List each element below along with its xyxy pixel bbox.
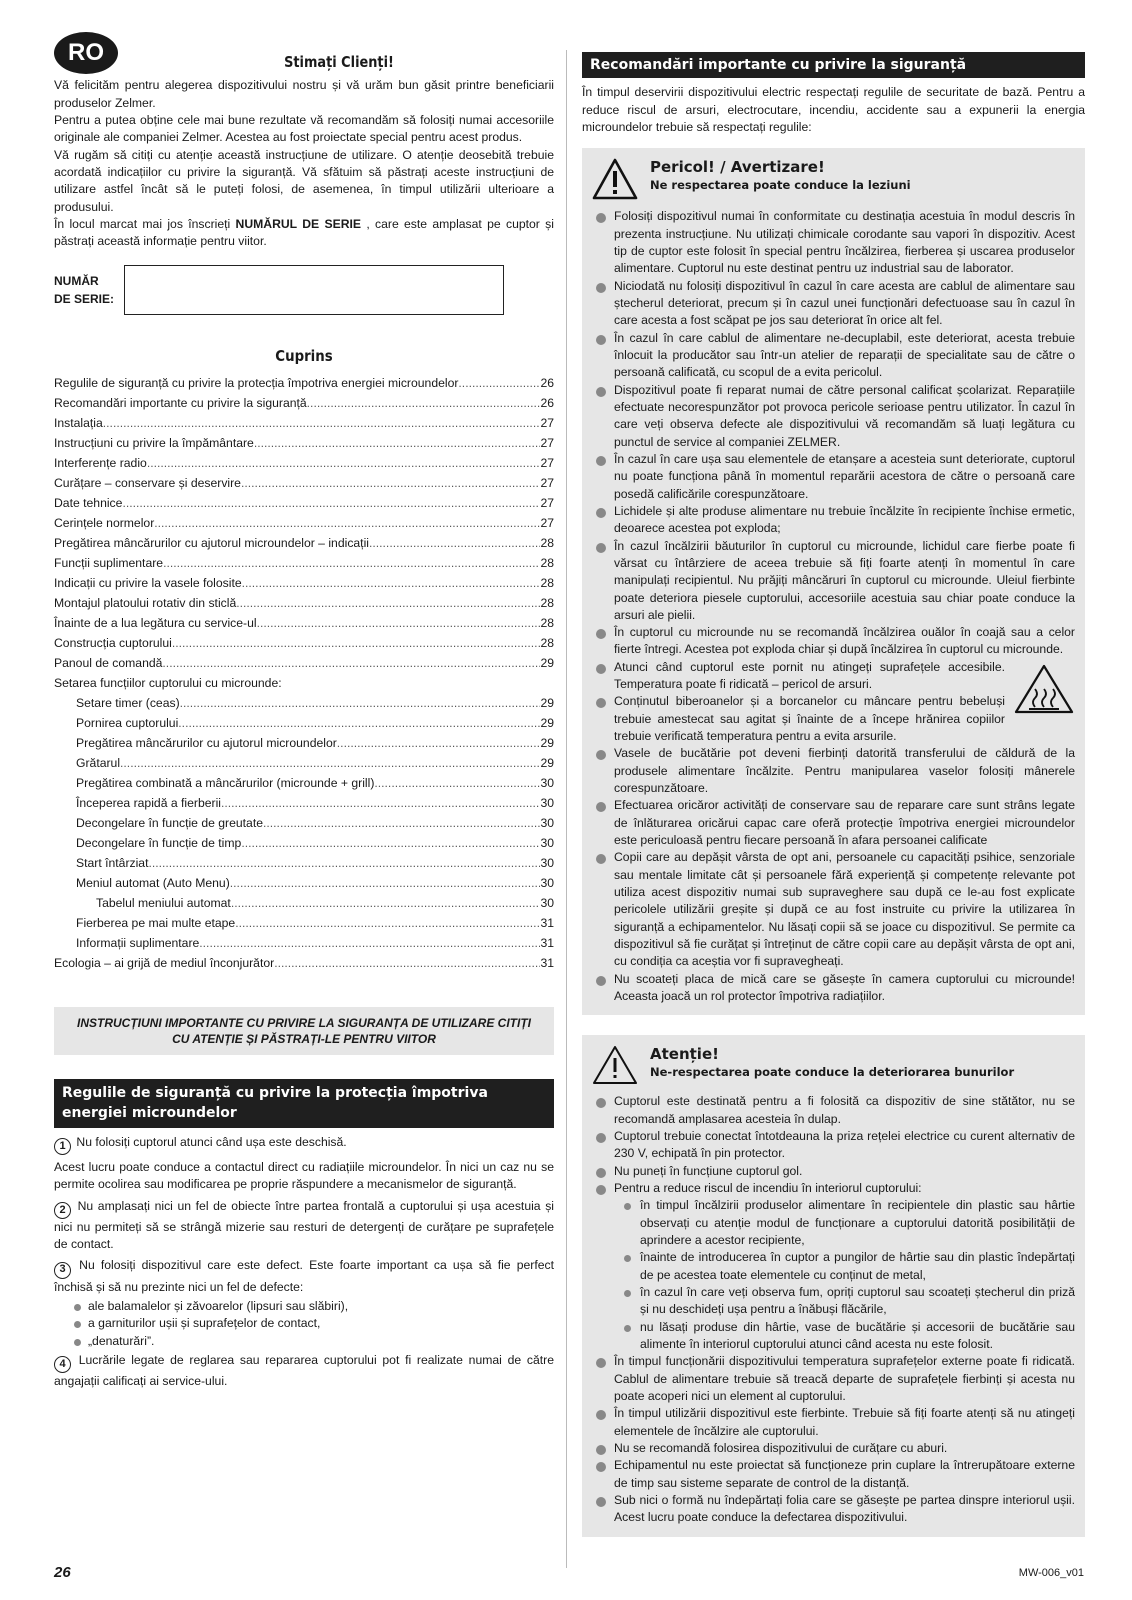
rule-number: 3 (54, 1262, 71, 1279)
list-item: Sub nici o formă nu îndepărtați folia care se găsește pe partea dinspre interiorul ușii. Acest lucru poate conduce la defectarea dispozitivului. (592, 1492, 1075, 1527)
toc-entry-title: Instalația (54, 415, 103, 430)
rule-number: 1 (54, 1138, 71, 1155)
list-item: Efectuarea oricăror activități de conservare sau de reparare care sunt strâns legate de înlăturarea oricărui capac care oferă protecție împotriva energiei microundelor este periculoasă pentru fiecare persoană în afara persoanei calificate (592, 797, 1075, 849)
caution-panel-header (592, 1045, 1075, 1093)
list-item: Nu scoateți placa de mică care se găsește în camera cuptorului cu microunde! Aceasta joacă un rol protector împotriva radiațiilor. (592, 971, 1075, 1006)
toc-leader-dots (163, 555, 540, 572)
list-item-text: Pentru a reduce riscul de incendiu în interiorul cuptorului: (614, 1181, 922, 1196)
sublist-item: în timpul încălzirii produselor alimentare în recipientele din plastic sau hârtie observați cu atenție modul de funcționare a cuptorului datorită posibilității de aprindere a acestor recipiente, (618, 1197, 1075, 1249)
rule-number: 2 (54, 1202, 71, 1219)
toc-entry-page: 29 (540, 755, 554, 770)
list-item: Nu puneți în funcțiune cuptorul gol. (592, 1163, 1075, 1180)
list-item: Dispozitivul poate fi reparat numai de către personal calificat școlarizat. Reparațiile efectuate necorespunzător pot provoca pericole serioase pentru utilizator. În cazul în care veți observa defecte ale dispozitivului vă recomandăm să luați legătura cu punctul de service al companiei ZELMER. (592, 382, 1075, 451)
toc-entry[interactable] (54, 635, 554, 655)
toc-leader-dots (178, 715, 540, 732)
toc-entry-page: 31 (540, 915, 554, 930)
toc-entry[interactable] (54, 855, 554, 875)
microwave-rules-title: Regulile de siguranță cu privire la protecția împotriva energiei microundelor (62, 1084, 488, 1122)
toc-entry[interactable] (54, 475, 554, 495)
toc-leader-dots (235, 915, 540, 932)
rule-number: 4 (54, 1356, 71, 1373)
sublist-item: înainte de introducerea în cuptor a pungilor de hârtie sau din plastic îndepărtați de pe acestea toate elementele cu conținut de metal, (618, 1249, 1075, 1284)
list-item: a garniturilor ușii și suprafețelor de contact, (72, 1315, 554, 1332)
toc-entry-page: 26 (540, 375, 554, 390)
toc-entry[interactable] (54, 835, 554, 855)
toc-entry-page: 31 (540, 955, 554, 970)
list-item: În cazul în care ușa sau elementele de etanșare a acesteia sunt deteriorate, cuptorul nu poate funcționa până în momentul reparării acestora de către o persoană care posedă calificările corespunzătoare. (592, 451, 1075, 503)
list-item: În cazul încălzirii băuturilor în cuptorul cu microunde, lichidul care fierbe poate fi vărsat cu întârziere de aceea trebuie să fiți foarte atenți în momentul în care manipulați recipientul. Nu prăjiți mâncăruri în cuptorul cu microunde. Uleiul fierbinte poate deteriora piesele cuptorului, accesoriile acestuia sau chiar poate conduce la arsuri ale pielii. (592, 538, 1075, 625)
greeting-title: Stimați Clienți! (284, 53, 394, 71)
page-number: 26 (54, 1564, 71, 1581)
toc-entry-page: 27 (540, 435, 554, 450)
list-item: Cuptorul este destinată pentru a fi folosită ca dispozitiv de sine stătător, nu se recomandă amplasarea acesteia în dulap. (592, 1093, 1075, 1128)
serial-label-line2: DE SERIE: (54, 291, 115, 306)
toc-entry-title: Ecologia – ai grijă de mediul înconjurător (54, 955, 275, 970)
toc-leader-dots (374, 775, 540, 792)
caution-title: Atenție! (650, 1045, 719, 1064)
left-column (54, 30, 554, 1391)
rule-1 (54, 1134, 554, 1155)
toc-entry[interactable] (54, 395, 554, 415)
toc-entry-page: 29 (540, 655, 554, 670)
toc-entry[interactable] (54, 675, 554, 695)
toc-leader-dots (337, 735, 541, 752)
toc-leader-dots (274, 955, 540, 972)
toc-entry[interactable] (54, 655, 554, 675)
rule-2 (54, 1198, 554, 1254)
toc-entry-title: Panoul de comandă (54, 655, 163, 670)
toc-entry[interactable] (54, 875, 554, 895)
danger-panel-header (592, 158, 1075, 208)
toc-leader-dots (241, 835, 540, 852)
toc-entry-page: 30 (540, 855, 554, 870)
toc-leader-dots (147, 455, 541, 472)
toc-entry-title: Montajul platoului rotativ din sticlă (54, 595, 237, 610)
toc-entry-title: Începerea rapidă a fierberii (76, 795, 221, 810)
toc-entry-page: 29 (540, 695, 554, 710)
sublist-item: în cazul în care veți observa fum, opriți cuptorul sau scoateți ștecherul din priză și nu deschideți ușa pentru a înăbuși flăcările, (618, 1284, 1075, 1319)
toc-entry[interactable] (54, 435, 554, 455)
toc-entry-title: Decongelare în funcție de timp (76, 835, 242, 850)
list-item: În timpul funcționării dispozitivului temperatura suprafețelor externe poate fi ridicată. Cablul de alimentare trebuie să treacă departe de suprafețele fierbinți și acesta nu poate acoperi nici un element al cuptorului. (592, 1353, 1075, 1405)
list-item: Nu se recomandă folosirea dispozitivului de curățare cu aburi. (592, 1440, 1075, 1457)
toc-entry-title: Grătarul (76, 755, 121, 770)
toc-leader-dots (154, 515, 540, 532)
toc-entry-title: Setarea funcțiilor cuptorului cu microunde: (54, 675, 282, 690)
list-item: Copii care au depășit vârsta de opt ani, persoanele cu capacități psihice, senzoriale sau mentale limitate cât și persoanele fără experiență și competențe relevante pot utiliza acest dispozitiv numai sub supraveghere sau după ce le-au fost explicate pericolele utilizării greșite și după ce au fost instruite cu privire la utilizarea în siguranță a echipamentelor. Nu lăsați copii să se joace cu dispozitivul. Se permite ca dispozitivul să fie curățat și întreținut de către copii care au depășit vârsta de opt ani, cu condiția ca aceștia vor fi supravegheați. (592, 849, 1075, 970)
rule-3 (54, 1257, 554, 1296)
toc-leader-dots (236, 595, 540, 612)
toc-entry-page: 29 (540, 735, 554, 750)
microwave-rules (54, 1134, 554, 1391)
column-divider (566, 50, 567, 1568)
microwave-rules-heading (54, 1079, 554, 1128)
fire-risk-sublist (618, 1197, 1075, 1353)
document-code: MW-006_v01 (1018, 1567, 1084, 1579)
toc-entry-title: Funcții suplimentare (54, 555, 164, 570)
greeting-paragraph: Vă rugăm să citiți cu atenție această instrucțiune de utilizare. O atenție deosebită trebuie acordată indicațiilor cu privire la siguranță. Vă sfătuim să păstrați aceste instrucțiuni de utilizare astfel încât să le puteți folosi, de asemenea, în timpul utilizării ulterioare a produsului. (54, 147, 554, 214)
toc-entry-title: Fierberea pe mai multe etape (76, 915, 236, 930)
toc-entry[interactable] (54, 895, 554, 915)
list-item: Lichidele și alte produse alimentare nu trebuie încălzite în recipiente închise ermetic, deoarece acestea pot exploda; (592, 503, 1075, 538)
greeting-paragraph: Vă felicităm pentru alegerea dispozitivului nostru și vă urăm bun găsit printre beneficiarii produselor Zelmer. (54, 78, 554, 110)
toc-entry-page: 30 (540, 835, 554, 850)
toc-entry-page: 27 (540, 415, 554, 430)
caution-subtitle: Ne-respectarea poate conduce la deteriorarea bunurilor (650, 1064, 1015, 1079)
toc-entry-page: 27 (540, 495, 554, 510)
list-item (592, 659, 1075, 694)
rule-3-text: Nu folosiți dispozitivul care este defect. Este foarte important ca ușa să fie perfect închisă și să nu prezinte nici un fel de defecte: (54, 1258, 554, 1294)
toc-entry-title: Decongelare în funcție de greutate (76, 815, 264, 830)
safety-intro: În timpul deservirii dispozitivului electric respectați regulile de securitate de bază. Pentru a reduce riscul de arsuri, electrocutare, incendiu, accidente sau a expunerii la energia microundelor trebuie să respectați regulile: (582, 85, 1085, 134)
toc-entry-page: 28 (540, 535, 554, 550)
list-item: Conținutul biberoanelor și a borcanelor cu mâncare pentru bebeluși trebuie amestecat sau agitat și înainte de a începe hrănirea copiilor trebuie verificată temperatura pentru a evita arsurile. (592, 693, 1075, 745)
serial-instruction-pre: În locul marcat mai jos înscrieți (54, 216, 236, 231)
toc-entry[interactable] (54, 495, 554, 515)
serial-input-box[interactable] (124, 265, 504, 315)
toc-entry-title: Interferențe radio (54, 455, 147, 470)
toc-entry-page: 30 (540, 795, 554, 810)
toc-leader-dots (172, 635, 541, 652)
toc-entry-page: 28 (540, 635, 554, 650)
serial-instruction-bold: NUMĂRUL DE SERIE (235, 216, 362, 231)
toc-entry[interactable] (54, 415, 554, 435)
important-instructions-banner (54, 1007, 554, 1055)
toc-entry-title: Regulile de siguranță cu privire la protecția împotriva energiei microundelor (54, 375, 459, 390)
sublist-item: nu lăsați produse din hârtie, vase de bucătărie și accesorii de bucătărie sau alimente în interiorul cuptorului atunci când acesta nu este folosit. (618, 1319, 1075, 1354)
list-item: În cazul în care cablul de alimentare ne-decuplabil, este deteriorat, acesta trebuie înlocuit la producător sau într-un atelier de reparații de specialitate sau de către o persoană calificată, cu scopul de a evita pericolul. (592, 330, 1075, 382)
toc-entry[interactable] (54, 775, 554, 795)
rule-2-text: Nu amplasați nici un fel de obiecte între partea frontală a cuptorului și ușa acestuia și nici nu permiteți să se strângă mizerie sau resturi de detergenți de curățare pe suprafețele de contact. (54, 1198, 554, 1252)
toc-entry-title: Pregătirea combinată a mâncărurilor (microunde + grill) (76, 775, 375, 790)
toc-leader-dots (458, 375, 540, 392)
toc-leader-dots (231, 895, 541, 912)
toc-leader-dots (180, 695, 541, 712)
toc-entry[interactable] (54, 595, 554, 615)
toc-entry[interactable] (54, 795, 554, 815)
toc-entry[interactable] (54, 695, 554, 715)
serial-label (54, 272, 124, 308)
toc-leader-dots (369, 535, 540, 552)
caution-panel (582, 1035, 1085, 1536)
toc-entry-page: 27 (540, 455, 554, 470)
toc-entry-title: Date tehnice (54, 495, 123, 510)
toc-leader-dots (242, 575, 541, 592)
caution-triangle-icon (592, 1045, 638, 1085)
toc-entry-title: Recomandări importante cu privire la siguranță (54, 395, 307, 410)
toc-leader-dots (199, 935, 540, 952)
toc-entry-title: Start întârziat (76, 855, 149, 870)
safety-heading (582, 52, 1085, 78)
toc-entry-page: 31 (540, 935, 554, 950)
toc-entry-title: Tabelul meniului automat (96, 895, 231, 910)
toc-entry[interactable] (54, 575, 554, 595)
toc-entry-page: 29 (540, 715, 554, 730)
toc-entry-title: Pregătirea mâncărurilor cu ajutorul microundelor (76, 735, 337, 750)
toc-entry-title: Setare timer (ceas) (76, 695, 180, 710)
toc-entry[interactable] (54, 375, 554, 395)
greeting-text (54, 77, 554, 250)
toc-title: Cuprins (275, 346, 333, 365)
list-item: Vasele de bucătărie pot deveni fierbinți datorită transferului de căldură de la produsele alimentare încălzite. Pentru manipularea vaselor folosiți mânerele corespunzătoare. (592, 745, 1075, 797)
serial-number-field (54, 265, 554, 315)
toc-entry-title: Curățare – conservare și deservire (54, 475, 241, 490)
toc-entry-page: 28 (540, 555, 554, 570)
rule-4-text: Lucrările legate de reglarea sau repararea cuptorului pot fi realizate numai de către angajații calificați ai service-ului. (54, 1353, 554, 1389)
list-item: În timpul utilizării dispozitivul este fierbinte. Trebuie să fiți foarte atenți să nu atingeți elementele de încălzire ale cuptorului. (592, 1405, 1075, 1440)
toc-entry[interactable] (54, 815, 554, 835)
rule-1-head: Nu folosiți cuptorul atunci când ușa este deschisă. (73, 1134, 347, 1149)
toc-entry[interactable] (54, 535, 554, 555)
danger-panel (582, 148, 1085, 1015)
toc-leader-dots (162, 655, 540, 672)
danger-list (592, 208, 1075, 1005)
toc-entry-title: Indicații cu privire la vasele folosite (54, 575, 242, 590)
toc-entry[interactable] (54, 715, 554, 735)
toc-entry[interactable] (54, 515, 554, 535)
serial-label-line1: NUMĂR (54, 273, 99, 288)
rule-3-list (54, 1298, 554, 1350)
toc-entry[interactable] (54, 915, 554, 935)
danger-title: Pericol! / Avertizare! (650, 158, 825, 177)
list-item: Folosiți dispozitivul numai în conformitate cu destinația acestuia în modul descris în prezenta instrucțiune. Nu utilizați chimicale corodante sau vapori în dispozitiv. Acest tip de cuptor este folosit în special pentru încălzirea, fierberea și uscarea produselor alimentare. Cuptorul nu este destinat pentru uz industrial sau de laborator. (592, 208, 1075, 277)
toc-entry-page: 30 (540, 895, 554, 910)
toc-entry[interactable] (54, 935, 554, 955)
list-item: Niciodată nu folosiți dispozitivul în cazul în care acesta are cablul de alimentare sau ștecherul deteriorat, precum și în cazul unei funcționări defectuoase sau în cazul în care acesta a fost scăpat pe jos sau deteriorat în orice alt fel. (592, 278, 1075, 330)
toc-entry-page: 28 (540, 575, 554, 590)
toc-entry[interactable] (54, 735, 554, 755)
banner-line2: CU ATENȚIE ȘI PĂSTRAȚI-LE PENTRU VIITOR (172, 1031, 436, 1046)
toc-entry-page: 30 (540, 875, 554, 890)
table-of-contents (54, 375, 554, 975)
toc-entry-page: 27 (540, 515, 554, 530)
toc-leader-dots (120, 755, 540, 772)
toc-entry[interactable] (54, 555, 554, 575)
list-item-text: Atunci când cuptorul este pornit nu atingeți suprafețele accesibile. Temperatura poate fi ridicată – pericol de arsuri. (614, 659, 1005, 692)
toc-leader-dots (122, 495, 540, 512)
toc-entry[interactable] (54, 955, 554, 975)
toc-entry-page: 28 (540, 615, 554, 630)
toc-leader-dots (221, 795, 540, 812)
toc-entry-title: Pornirea cuptorului (76, 715, 179, 730)
rule-1-body: Acest lucru poate conduce a contactul direct cu radiațiile microundelor. În nici un caz nu se permite ocolirea sau modificarea pe proprie răspundere a mecanismelor de siguranță. (54, 1159, 554, 1192)
toc-entry-title: Informații suplimentare (76, 935, 200, 950)
serial-instruction (54, 216, 554, 251)
toc-entry[interactable] (54, 755, 554, 775)
banner-line1: INSTRUCȚIUNI IMPORTANTE CU PRIVIRE LA SIGURANȚA DE UTILIZARE CITIȚI (77, 1015, 531, 1030)
right-column (582, 30, 1085, 1537)
toc-entry-page: 30 (540, 815, 554, 830)
toc-entry-page: 30 (540, 775, 554, 790)
warning-triangle-icon (592, 158, 638, 200)
toc-leader-dots (254, 435, 541, 452)
toc-entry-title: Construcția cuptorului (54, 635, 172, 650)
language-badge: RO (54, 32, 118, 74)
toc-leader-dots (257, 615, 541, 632)
toc-leader-dots (230, 875, 541, 892)
list-item: Cuptorul trebuie conectat întotdeauna la priza rețelei electrice cu curent alternativ de 230 V, echipată în pin protector. (592, 1128, 1075, 1163)
toc-entry-page: 26 (540, 395, 554, 410)
toc-leader-dots (103, 415, 541, 432)
greeting-paragraph: Pentru a putea obține cele mai bune rezultate vă recomandăm să folosiți numai accesoriile originale ale companiei Zelmer. Acestea au fost proiectate special pentru acest produs. (54, 112, 554, 145)
list-item: „denaturări”. (72, 1333, 554, 1350)
toc-entry-title: Instrucțiuni cu privire la împământare (54, 435, 254, 450)
toc-entry-title: Înainte de a lua legătura cu service-ul (54, 615, 257, 630)
danger-subtitle: Ne respectarea poate conduce la leziuni (650, 177, 911, 192)
toc-entry[interactable] (54, 455, 554, 475)
toc-leader-dots (148, 855, 540, 872)
toc-leader-dots (241, 475, 540, 492)
toc-leader-dots (263, 815, 540, 832)
rule-4 (54, 1352, 554, 1391)
caution-list (592, 1093, 1075, 1526)
toc-leader-dots (307, 395, 541, 412)
list-item: Echipamentul nu este proiectat să funcționeze prin cuplare la întrerupătoare externe de timp sau sisteme separate de control de la distanță. (592, 1457, 1075, 1492)
toc-entry-title: Meniul automat (Auto Menu) (76, 875, 230, 890)
toc-entry-page: 28 (540, 595, 554, 610)
list-item: În cuptorul cu microunde nu se recomandă încălzirea ouălor în coajă sau a celor fierte întregi. Acestea pot exploda chiar și după încălzirea în cuptorul cu microunde. (592, 624, 1075, 659)
toc-entry-page: 27 (540, 475, 554, 490)
toc-entry-title: Cerințele normelor (54, 515, 155, 530)
toc-entry[interactable] (54, 615, 554, 635)
safety-title: Recomandări importante cu privire la siguranță (590, 57, 967, 73)
list-item (592, 1180, 1075, 1353)
toc-entry-title: Pregătirea mâncărurilor cu ajutorul microundelor – indicații (54, 535, 369, 550)
list-item: ale balamalelor și zăvoarelor (lipsuri sau slăbiri), (72, 1298, 554, 1315)
serial-instruction-post: , care este amplasat pe cuptor și păstrați această informație pentru viitor. (54, 216, 554, 249)
